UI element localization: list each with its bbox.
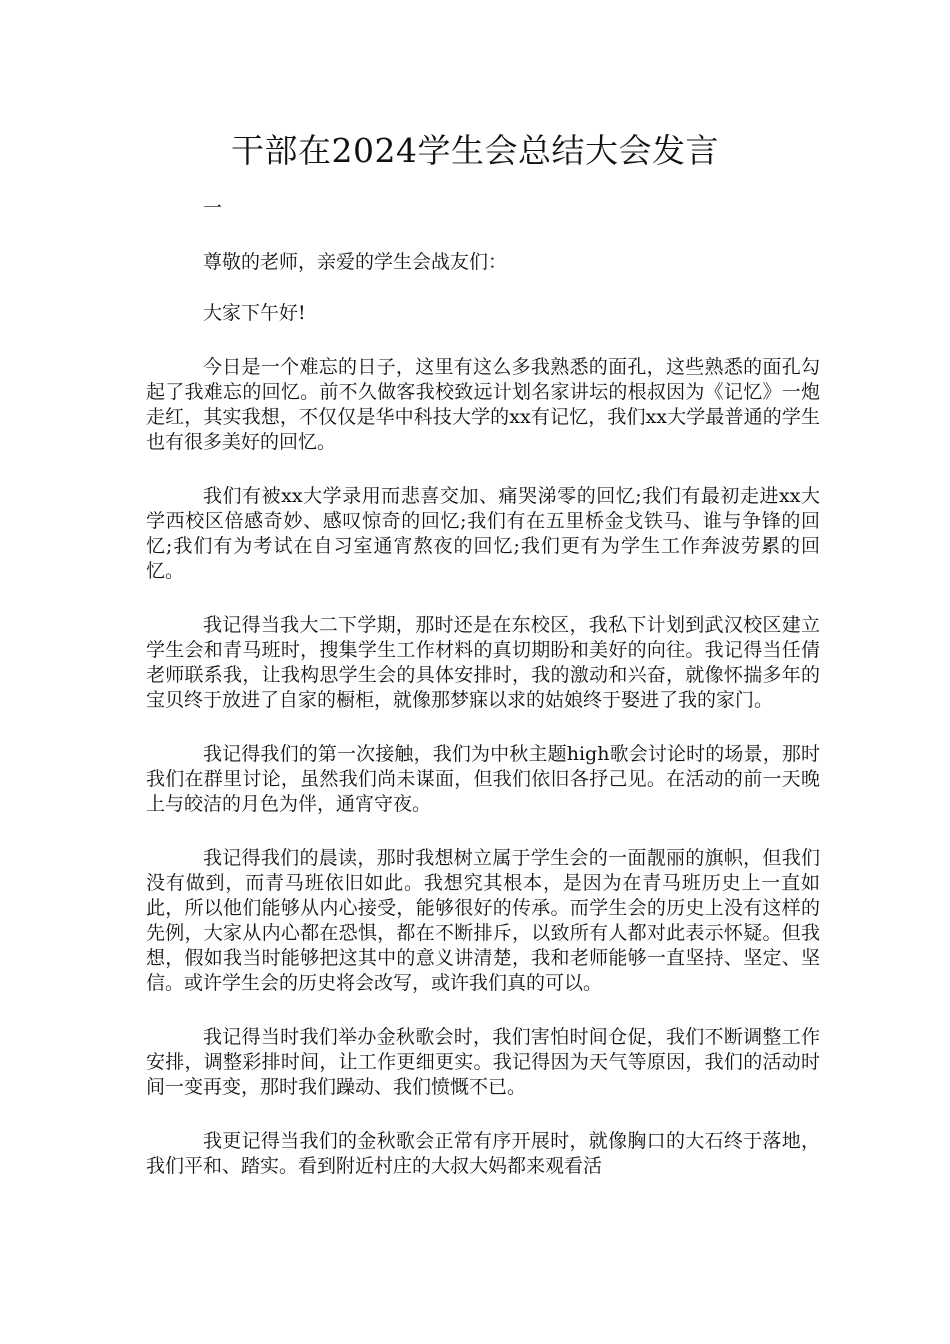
paragraph: 我记得我们的晨读，那时我想树立属于学生会的一面靓丽的旗帜，但我们没有做到，而青马班依旧如此。我想究其根本，是因为在青马班历史上一直如此，所以他们能够从内心接受，能够很好的传承。而学生会的历史上没有这样的先例，大家从内心都在恐惧，都在不断排斥，以致所有人都对此表示怀疑。但我想，假如我当时能够把这其中的意义讲清楚，我和老师能够一直坚持、坚定、坚信。或许学生会的历史将会改写，或许我们真的可以。 xyxy=(146,847,820,994)
document-title: 干部在2024学生会总结大会发言 xyxy=(231,131,719,170)
salutation: 尊敬的老师，亲爱的学生会战友们： xyxy=(203,251,508,273)
document-body xyxy=(146,196,820,1208)
paragraph: 今日是一个难忘的日子，这里有这么多我熟悉的面孔，这些熟悉的面孔勾起了我难忘的回忆。前不久做客我校致远计划名家讲坛的根叔因为《记忆》一炮走红，其实我想，不仅仅是华中科技大学的xx有记忆，我们xx大学最普通的学生也有很多美好的回忆。 xyxy=(146,356,820,453)
paragraph: 我记得我们的第一次接触，我们为中秋主题high歌会讨论时的场景，那时我们在群里讨论，虽然我们尚未谋面，但我们依旧各抒己见。在活动的前一天晚上与皎洁的月色为伴，通宵守夜。 xyxy=(146,743,820,815)
section-marker: 一 xyxy=(203,197,223,219)
paragraph: 我记得当时我们举办金秋歌会时，我们害怕时间仓促，我们不断调整工作安排，调整彩排时间，让工作更细更实。我记得因为天气等原因，我们的活动时间一变再变，那时我们躁动、我们愤慨不已。 xyxy=(146,1026,820,1098)
paragraph: 我们有被xx大学录用而悲喜交加、痛哭涕零的回忆;我们有最初走进xx大学西校区倍感奇妙、感叹惊奇的回忆;我们有在五里桥金戈铁马、谁与争锋的回忆;我们有为考试在自习室通宵熬夜的回忆;我们更有为学生工作奔波劳累的回忆。 xyxy=(146,485,820,582)
paragraph: 我更记得当我们的金秋歌会正常有序开展时，就像胸口的大石终于落地，我们平和、踏实。看到附近村庄的大叔大妈都来观看活 xyxy=(146,1130,820,1177)
paragraph: 我记得当我大二下学期，那时还是在东校区，我私下计划到武汉校区建立学生会和青马班时，搜集学生工作材料的真切期盼和美好的向往。我记得当任倩老师联系我，让我构思学生会的具体安排时，我的激动和兴奋，就像怀揣多年的宝贝终于放进了自家的橱柜，就像那梦寐以求的姑娘终于娶进了我的家门。 xyxy=(146,614,820,711)
greeting: 大家下午好! xyxy=(203,302,306,324)
